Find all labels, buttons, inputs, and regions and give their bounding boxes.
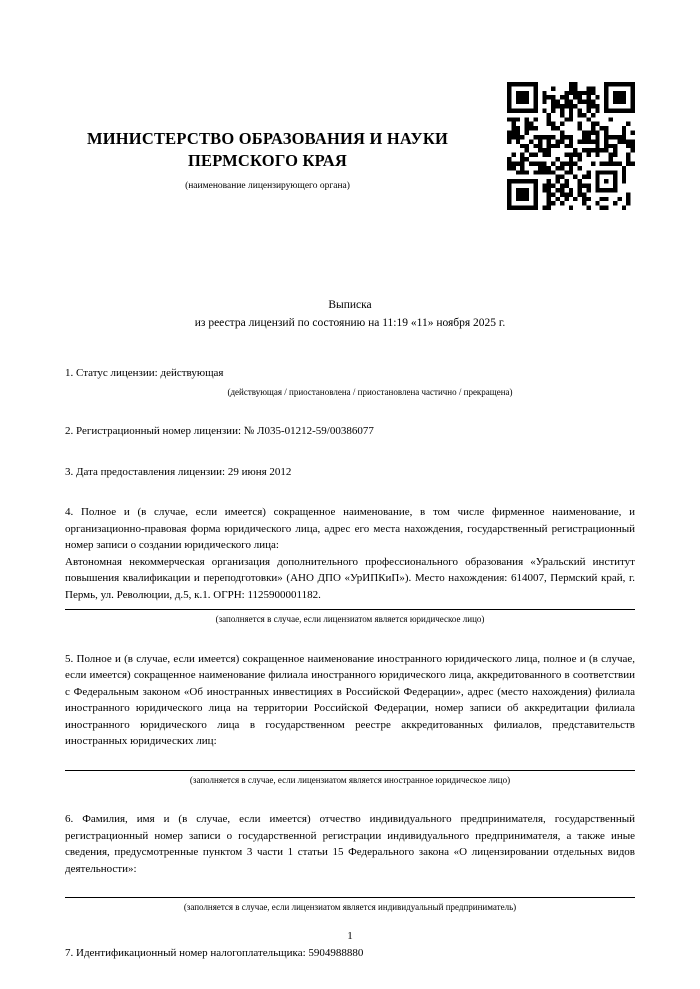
- item-4-value: Автономная некоммерческая организация дополнительного профессионального образования «Уральский институт повышения квалификации и переподготовки» (АНО ДПО «УрИПКиП»). Место нахождения: 614007, Пермский край, г. Пермь, ул. Революции, д.5, к.1. ОГРН: 1125900001182.: [65, 555, 635, 601]
- document-intro: [0, 297, 700, 333]
- item-6-note: (заполняется в случае, если лицензиатом является индивидуальный предприниматель): [183, 902, 517, 912]
- divider: [65, 609, 635, 610]
- divider: [65, 770, 635, 771]
- qr-code-icon: [507, 82, 635, 210]
- item-5: [65, 651, 635, 788]
- header-title-line2: ПЕРМСКОГО КРАЯ: [187, 151, 348, 171]
- item-1: [65, 365, 635, 399]
- item-3: [65, 464, 635, 481]
- item-7-text: 7. Идентификационный номер налогоплательщика: 5904988880: [65, 946, 364, 959]
- item-3-text: 3. Дата предоставления лицензии: 29 июня 2012: [65, 465, 292, 478]
- intro-line1: Выписка: [328, 299, 372, 311]
- page-number: 1: [347, 930, 353, 942]
- document-content: [65, 365, 635, 975]
- header-title-line1: МИНИСТЕРСТВО ОБРАЗОВАНИЯ И НАУКИ: [86, 129, 449, 148]
- item-5-text: 5. Полное и (в случае, если имеется) сокращенное наименование иностранного юридического лица, полное и (в случае, если имеется) сокращенное наименование филиала иностранного юридического лица, аккредитованного в соответствии с Федеральным законом «Об иностранных инвестициях в Российской Федерации», адрес (место нахождения) филиала иностранного юридического лица на территории Российской Федерации, номер записи об аккредитации филиала иностранного юридического лица в государственном реестре аккредитованных филиалов, представительств иностранных юридических лиц:: [65, 652, 635, 747]
- item-4: [65, 504, 635, 627]
- item-4-note: (заполняется в случае, если лицензиатом является юридическое лицо): [215, 614, 485, 624]
- item-6: [65, 811, 635, 915]
- item-6-text: 6. Фамилия, имя и (в случае, если имеется) отчество индивидуального предпринимателя, государственный регистрационный номер записи о государственной регистрации индивидуального предпринимателя, а также иные сведения, предусмотренные пунктом 3 части 1 статьи 15 Федерального закона «О лицензировании отдельных видов деятельности»:: [65, 813, 635, 875]
- divider: [65, 897, 635, 898]
- item-1-note: (действующая / приостановлена / приостановлена частично / прекращена): [227, 386, 513, 397]
- header-subtitle: (наименование лицензирующего органа): [185, 180, 350, 191]
- intro-line2: из реестра лицензий по состоянию на 11:19 «11» ноября 2025 г.: [194, 316, 506, 329]
- item-5-note: (заполняется в случае, если лицензиатом является иностранное юридическое лицо): [189, 774, 511, 785]
- item-2: [65, 423, 635, 440]
- document-header: [40, 128, 495, 191]
- item-1-text: 1. Статус лицензии: действующая: [65, 367, 224, 379]
- item-7: [65, 945, 635, 962]
- item-4-text: 4. Полное и (в случае, если имеется) сокращенное наименование, в том числе фирменное наименование, и организационно-правовая форма юридического лица, адрес его места нахождения, государственный регистрационный номер записи о создании юридического лица:: [65, 506, 635, 551]
- item-2-text: 2. Регистрационный номер лицензии: № Л035-01212-59/00386077: [65, 425, 374, 437]
